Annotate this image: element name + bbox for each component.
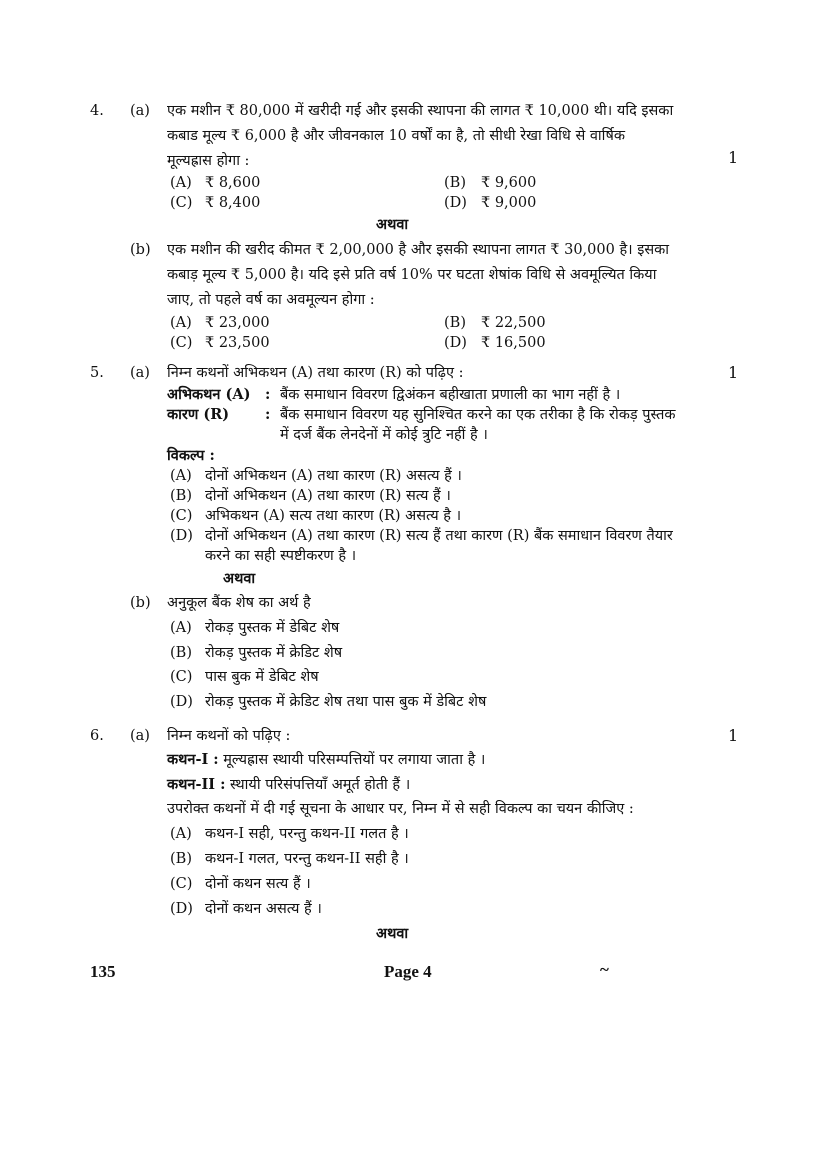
- option-label: (A): [170, 315, 192, 331]
- option-text: दोनों अभिकथन (A) तथा कारण (R) सत्य हैं ।: [205, 488, 451, 504]
- option-text: कथन-I सही, परन्तु कथन-II गलत है ।: [205, 826, 409, 842]
- option-text: ₹ 8,400: [205, 195, 261, 211]
- reason-label: कारण (R): [167, 406, 230, 423]
- marks: 1: [728, 726, 739, 745]
- option-label: (B): [170, 851, 192, 867]
- question-number: 4.: [90, 103, 104, 119]
- option-label: (D): [170, 901, 193, 917]
- statement-1-text: मूल्यह्रास स्थायी परिसम्पत्तियों पर लगाया जाता है ।: [223, 752, 486, 768]
- reason-separator: :: [265, 406, 271, 423]
- option-label: (A): [170, 826, 192, 842]
- marks: 1: [728, 363, 739, 382]
- option-label: (A): [170, 468, 192, 484]
- subpart-label: (a): [130, 103, 150, 119]
- option-text: ₹ 9,600: [481, 175, 537, 191]
- question-number: 5.: [90, 365, 104, 381]
- subpart-label: (b): [130, 595, 151, 611]
- question-text: कबाड़ मूल्य ₹ 5,000 है। यदि इसे प्रति वर्ष 10% पर घटता शेषांक विधि से अवमूल्यित किया: [167, 267, 657, 283]
- subpart-label: (a): [130, 728, 150, 744]
- footer-mark: ~: [600, 960, 609, 979]
- option-text: दोनों कथन असत्य हैं ।: [205, 901, 322, 917]
- option-text: रोकड़ पुस्तक में क्रेडिट शेष तथा पास बुक में डेबिट शेष: [205, 694, 487, 710]
- option-label: (D): [444, 195, 467, 211]
- or-divider: अथवा: [376, 925, 409, 942]
- option-text: ₹ 22,500: [481, 315, 546, 331]
- option-text: दोनों अभिकथन (A) तथा कारण (R) सत्य हैं तथा कारण (R) बैंक समाधान विवरण तैयार: [205, 528, 673, 544]
- option-text: पास बुक में डेबिट शेष: [205, 669, 319, 685]
- option-text: अभिकथन (A) सत्य तथा कारण (R) असत्य है ।: [205, 508, 462, 524]
- statement-1-label: कथन-I :: [167, 751, 219, 768]
- statement-2-label: कथन-II :: [167, 776, 226, 793]
- question-text: जाए, तो पहले वर्ष का अवमूल्यन होगा :: [167, 292, 375, 308]
- reason-text: में दर्ज बैंक लेनदेनों में कोई त्रुटि नहीं है ।: [280, 427, 488, 443]
- statement-2: [167, 775, 410, 795]
- paper-code: 135: [90, 962, 116, 981]
- option-label: (B): [170, 488, 192, 504]
- option-text: दोनों अभिकथन (A) तथा कारण (R) असत्य हैं ।: [205, 468, 462, 484]
- option-label: (A): [170, 620, 192, 636]
- option-label: (D): [170, 528, 193, 544]
- question-text: अनुकूल बैंक शेष का अर्थ है: [167, 595, 311, 611]
- assertion-separator: :: [265, 386, 271, 403]
- option-label: (D): [444, 335, 467, 351]
- subpart-label: (a): [130, 365, 150, 381]
- statement-1: [167, 750, 485, 770]
- option-label: (C): [170, 195, 193, 211]
- option-text: कथन-I गलत, परन्तु कथन-II सही है ।: [205, 851, 409, 867]
- question-text: कबाड मूल्य ₹ 6,000 है और जीवनकाल 10 वर्षों का है, तो सीधी रेखा विधि से वार्षिक: [167, 128, 625, 144]
- options-heading: विकल्प :: [167, 447, 215, 464]
- option-label: (C): [170, 876, 193, 892]
- option-label: (B): [170, 645, 192, 661]
- option-label: (B): [444, 175, 466, 191]
- option-text: ₹ 8,600: [205, 175, 261, 191]
- question-text: एक मशीन ₹ 80,000 में खरीदी गई और इसकी स्थापना की लागत ₹ 10,000 थी। यदि इसका: [167, 103, 674, 119]
- assertion-text: बैंक समाधान विवरण द्विअंकन बहीखाता प्रणाली का भाग नहीं है ।: [280, 387, 621, 403]
- option-text: करने का सही स्पष्टीकरण है ।: [205, 548, 357, 564]
- option-text: ₹ 23,500: [205, 335, 270, 351]
- option-label: (C): [170, 508, 193, 524]
- or-divider: अथवा: [223, 570, 256, 587]
- option-label: (A): [170, 175, 192, 191]
- option-text: दोनों कथन सत्य हैं ।: [205, 876, 311, 892]
- option-label: (D): [170, 694, 193, 710]
- subpart-label: (b): [130, 242, 151, 258]
- option-text: ₹ 23,000: [205, 315, 270, 331]
- option-text: रोकड़ पुस्तक में डेबिट शेष: [205, 620, 340, 636]
- question-text: निम्न कथनों को पढ़िए :: [167, 728, 291, 744]
- marks: 1: [728, 148, 739, 167]
- reason-text: बैंक समाधान विवरण यह सुनिश्चित करने का एक तरीका है कि रोकड़ पुस्तक: [280, 407, 676, 423]
- question-text: निम्न कथनों अभिकथन (A) तथा कारण (R) को पढ़िए :: [167, 365, 464, 381]
- option-label: (C): [170, 669, 193, 685]
- instruction-text: उपरोक्त कथनों में दी गई सूचना के आधार पर, निम्न में से सही विकल्प का चयन कीजिए :: [167, 801, 634, 817]
- option-text: रोकड़ पुस्तक में क्रेडिट शेष: [205, 645, 343, 661]
- option-label: (C): [170, 335, 193, 351]
- page-number: Page 4: [384, 962, 432, 981]
- question-number: 6.: [90, 728, 104, 744]
- option-label: (B): [444, 315, 466, 331]
- question-text: एक मशीन की खरीद कीमत ₹ 2,00,000 है और इसकी स्थापना लागत ₹ 30,000 है। इसका: [167, 242, 670, 258]
- statement-2-text: स्थायी परिसंपत्तियाँ अमूर्त होती हैं ।: [230, 777, 411, 793]
- option-text: ₹ 9,000: [481, 195, 537, 211]
- question-text: मूल्यह्रास होगा :: [167, 153, 250, 169]
- or-divider: अथवा: [376, 216, 409, 233]
- option-text: ₹ 16,500: [481, 335, 546, 351]
- assertion-label: अभिकथन (A): [167, 386, 251, 403]
